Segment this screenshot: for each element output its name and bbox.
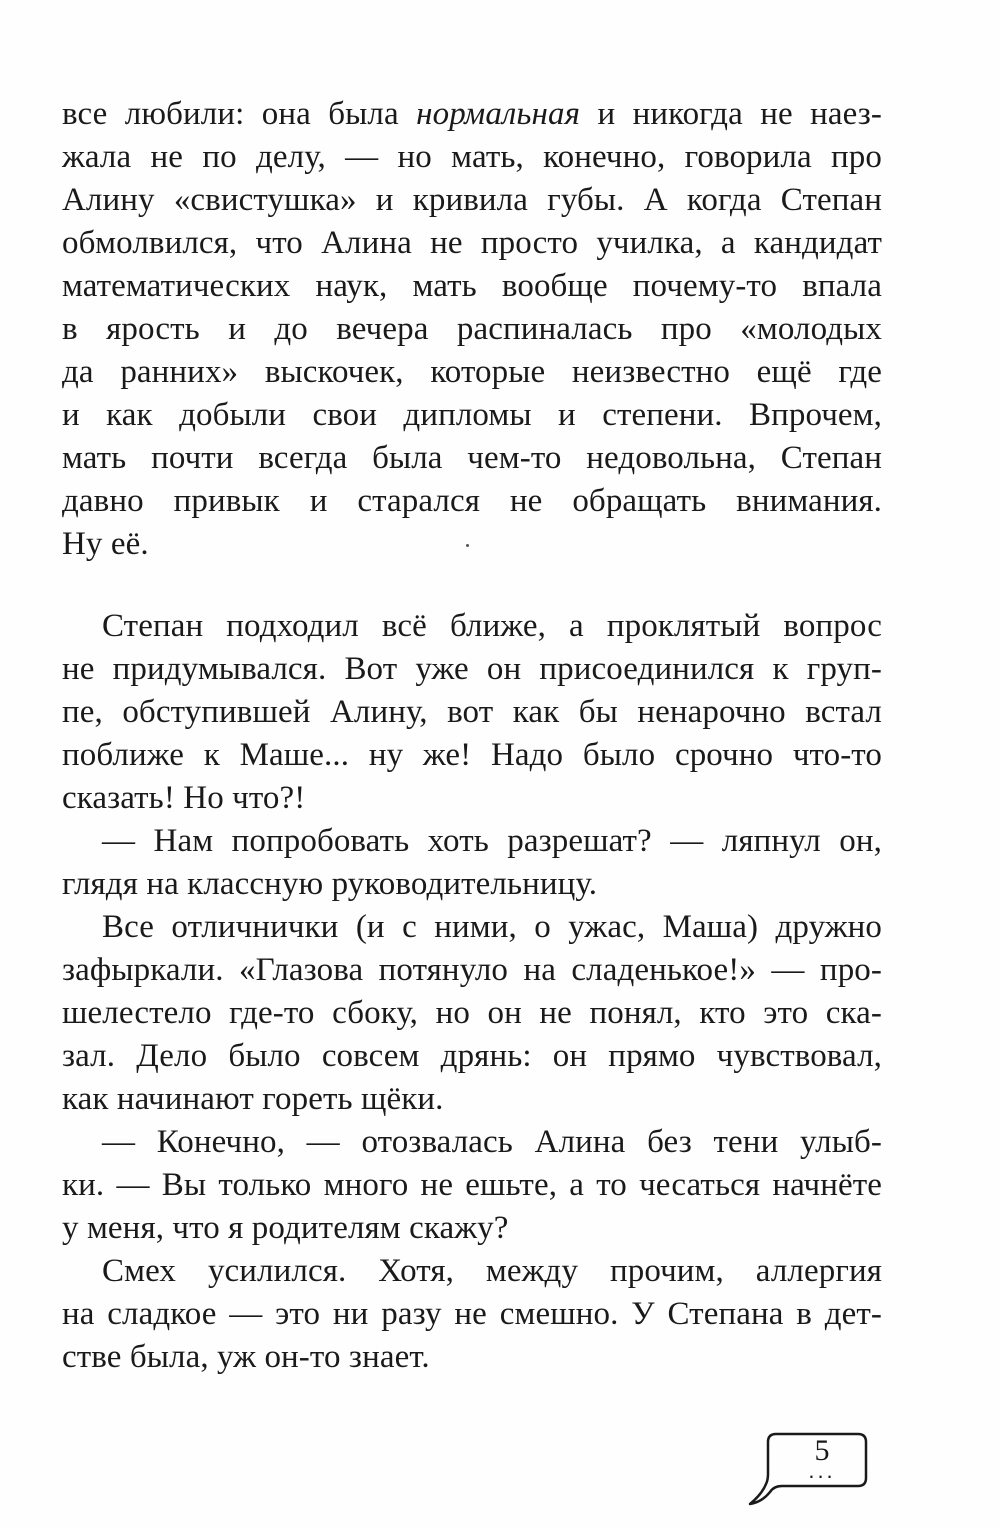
text-line: в ярость и до вечера распиналась про «молодых	[62, 311, 882, 347]
print-speck	[466, 544, 469, 547]
text-line: не придумывался. Вот уже он присоединился к груп-	[62, 651, 882, 687]
text-line: глядя на классную руководительницу.	[62, 866, 598, 902]
text-line: как начинают гореть щёки.	[62, 1081, 444, 1117]
text-line: поближе к Маше... ну же! Надо было срочно что-то	[62, 737, 882, 773]
text-line: у меня, что я родителям скажу?	[62, 1210, 509, 1246]
text-line: зал. Дело было совсем дрянь: он прямо чувствовал,	[62, 1038, 882, 1074]
text-line: мать почти всегда была чем-то недовольна, Степан	[62, 440, 882, 476]
text-line: Смех усилился. Хотя, между прочим, аллергия	[102, 1253, 882, 1289]
text-line: давно привык и старался не обращать внимания.	[62, 483, 882, 519]
text-line: и как добыли свои дипломы и степени. Впрочем,	[62, 397, 882, 433]
text-line: зафыркали. «Глазова потянуло на сладенькое!» — про-	[62, 952, 882, 988]
text-line: Алину «свистушка» и кривила губы. А когда Степан	[62, 182, 882, 218]
page-number: 5	[814, 1434, 830, 1467]
text-line: все любили: она была нормальная и никогда не наез-	[62, 96, 882, 132]
paragraph-block-2	[62, 605, 882, 1379]
text-line: пе, обступившей Алину, вот как бы ненарочно встал	[62, 694, 882, 730]
emphasized-word: нормальная	[416, 96, 581, 132]
paragraph-block-1	[62, 93, 882, 566]
text-line: математических наук, мать вообще почему-то впала	[62, 268, 882, 304]
text-line: стве была, уж он-то знает.	[62, 1339, 430, 1375]
text-line: Все отличнички (и с ними, о ужас, Маша) дружно	[102, 909, 882, 945]
text-line: да ранних» выскочек, которые неизвестно ещё где	[62, 354, 882, 390]
text-line: жала не по делу, — но мать, конечно, говорила про	[62, 139, 882, 175]
text-line: Степан подходил всё ближе, а проклятый вопрос	[102, 608, 882, 644]
text-line: ки. — Вы только много не ешьте, а то чесаться начнёте	[62, 1167, 882, 1203]
text-line: Ну её.	[62, 526, 149, 562]
dialogue-line: — Нам попробовать хоть разрешат? — ляпнул он,	[102, 823, 882, 859]
text-line: обмолвился, что Алина не просто училка, а кандидат	[62, 225, 882, 261]
ellipsis-dots: ...	[808, 1458, 836, 1483]
page-number-badge	[748, 1430, 872, 1510]
text-line: на сладкое — это ни разу не смешно. У Степана в дет-	[62, 1296, 882, 1332]
text-line: сказать! Но что?!	[62, 780, 306, 816]
dialogue-line: — Конечно, — отозвалась Алина без тени улыб-	[102, 1124, 882, 1160]
text-line: шелестело где-то сбоку, но он не понял, кто это ска-	[62, 995, 882, 1031]
